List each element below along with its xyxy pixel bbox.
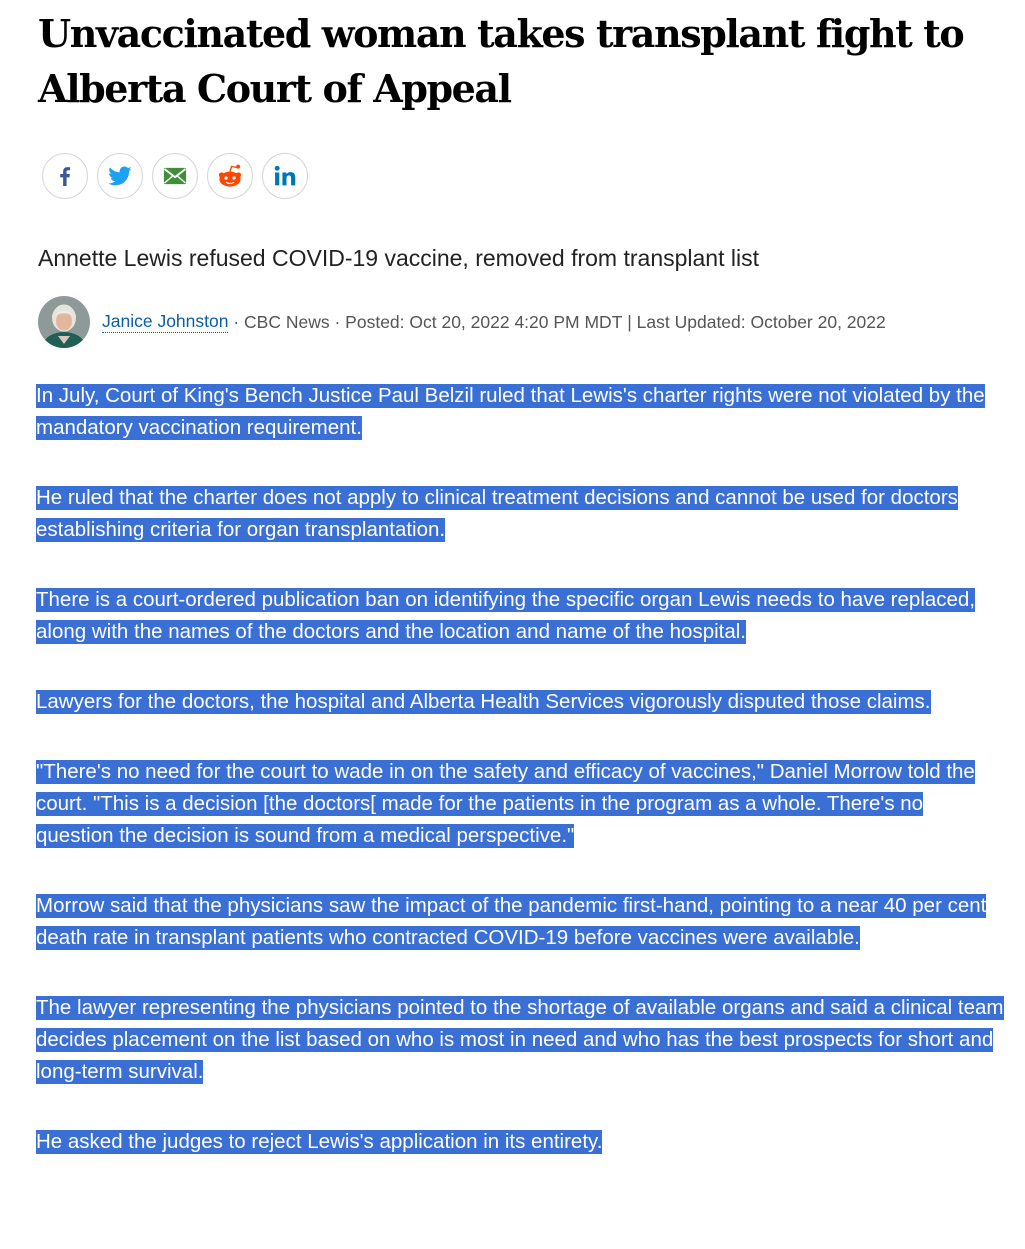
share-reddit-button[interactable] — [207, 153, 253, 199]
selected-text[interactable]: He asked the judges to reject Lewis's application in its entirety. — [36, 1130, 603, 1153]
author-link[interactable]: Janice Johnston — [102, 311, 229, 331]
share-twitter-button[interactable] — [97, 153, 143, 199]
article-paragraph — [36, 584, 1004, 648]
selected-text[interactable]: Lawyers for the doctors, the hospital and Alberta Health Services vigorously disputed those claims. — [36, 690, 931, 713]
share-bar — [42, 153, 308, 199]
article-paragraph — [36, 380, 1004, 444]
selected-text[interactable]: The lawyer representing the physicians pointed to the shortage of available organs and said a clinical team decides placement on the list based on who is most in need and who has the best prospects for short and long-term survival. — [36, 996, 1004, 1083]
twitter-icon — [106, 162, 134, 190]
posted-timestamp: Posted: Oct 20, 2022 4:20 PM MDT — [345, 311, 623, 332]
article-headline: Unvaccinated woman takes transplant fight to Alberta Court of Appeal — [38, 11, 964, 111]
article-paragraph — [36, 686, 1004, 718]
article-paragraph — [36, 1126, 1004, 1158]
share-facebook-button[interactable] — [42, 153, 88, 199]
share-linkedin-button[interactable] — [262, 153, 308, 199]
email-icon — [161, 162, 189, 190]
article-body — [36, 380, 1004, 1196]
article-paragraph — [36, 890, 1004, 954]
selected-text[interactable]: Morrow said that the physicians saw the impact of the pandemic first-hand, pointing to a near 40 per cent death rate in transplant patients who contracted COVID-19 before vaccines were available. — [36, 894, 987, 949]
selected-text[interactable]: He ruled that the charter does not apply to clinical treatment decisions and cannot be used for doctors establishing criteria for organ transplantation. — [36, 486, 958, 541]
updated-timestamp: Last Updated: October 20, 2022 — [636, 311, 886, 332]
article-paragraph — [36, 756, 1004, 852]
selected-text[interactable]: There is a court-ordered publication ban on identifying the specific organ Lewis needs to have replaced, along with the names of the doctors and the location and name of the hospital. — [36, 588, 976, 643]
share-email-button[interactable] — [152, 153, 198, 199]
byline-separator: | — [622, 311, 637, 332]
article-paragraph — [36, 482, 1004, 546]
linkedin-icon — [271, 162, 299, 190]
reddit-icon — [215, 161, 245, 191]
article-paragraph — [36, 992, 1004, 1088]
byline — [38, 295, 886, 349]
facebook-icon — [53, 164, 77, 188]
author-avatar — [38, 296, 90, 348]
article-subheadline: Annette Lewis refused COVID-19 vaccine, removed from transplant list — [38, 245, 759, 271]
byline-source: · CBC News · — [228, 311, 346, 332]
selected-text[interactable]: In July, Court of King's Bench Justice Paul Belzil ruled that Lewis's charter rights were not violated by the mandatory vaccination requirement. — [36, 384, 985, 439]
selected-text[interactable]: "There's no need for the court to wade in on the safety and efficacy of vaccines," Daniel Morrow told the court. "This is a decision [the doctors[ made for the patients in the program as a whole. There's no question the decision is sound from a medical perspective." — [36, 760, 975, 847]
